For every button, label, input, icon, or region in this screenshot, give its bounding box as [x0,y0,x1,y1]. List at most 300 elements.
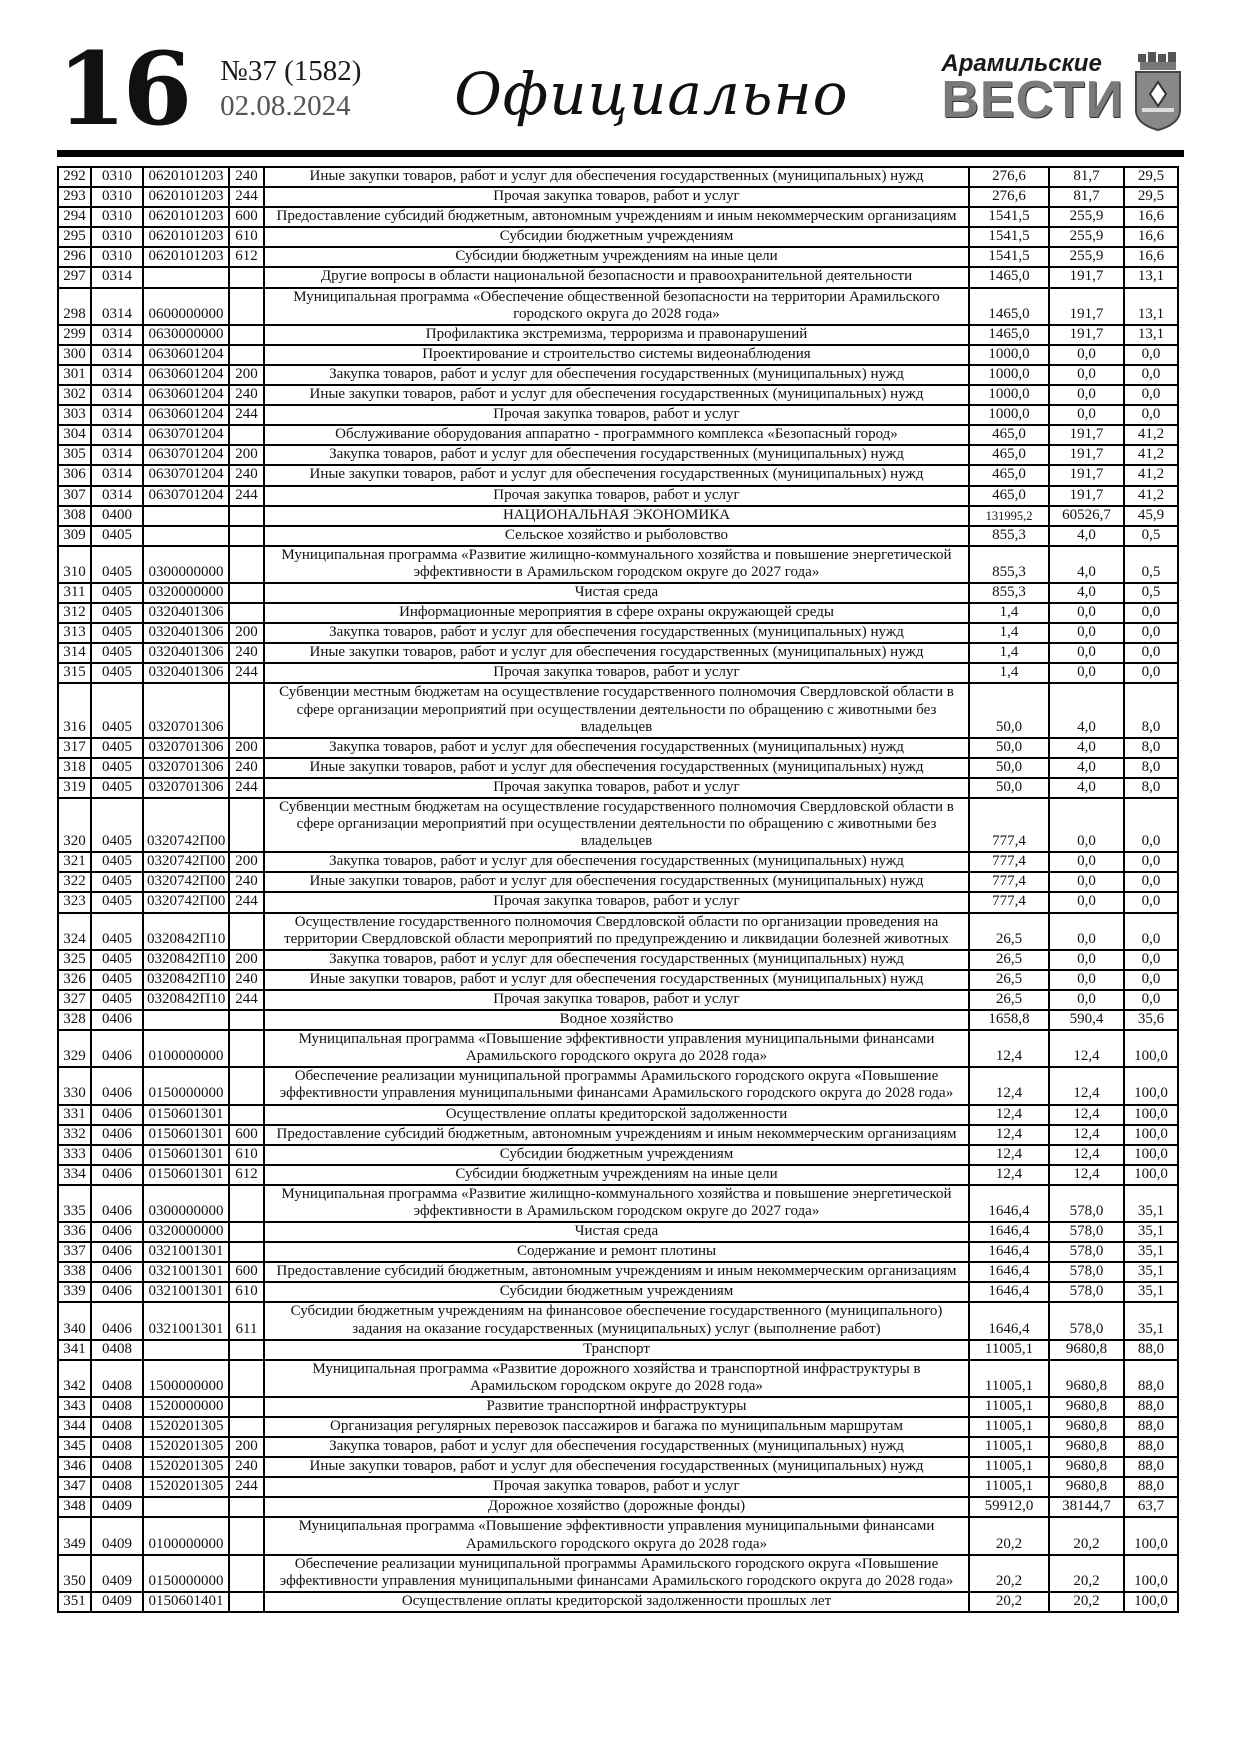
cell-plan-amount: 26,5 [969,913,1049,950]
cell-expense-type-code: 611 [229,1302,264,1339]
cell-row-number: 315 [58,663,91,683]
cell-target-article-code: 0620101203 [143,247,229,267]
cell-target-article-code: 0321001301 [143,1262,229,1282]
cell-expense-type-code: 240 [229,465,264,485]
cell-plan-amount: 1465,0 [969,288,1049,325]
cell-target-article-code: 0320401306 [143,623,229,643]
cell-target-article-code: 0320701306 [143,738,229,758]
cell-expense-type-code: 610 [229,1282,264,1302]
cell-executed-amount: 191,7 [1049,445,1124,465]
cell-row-number: 331 [58,1105,91,1125]
cell-target-article-code: 0630601204 [143,365,229,385]
cell-section-code: 0406 [91,1010,143,1030]
cell-section-code: 0314 [91,465,143,485]
cell-expense-type-code: 612 [229,1165,264,1185]
cell-row-number: 310 [58,546,91,583]
cell-target-article-code: 0630601204 [143,405,229,425]
cell-target-article-code: 0630701204 [143,486,229,506]
cell-section-code: 0405 [91,872,143,892]
cell-percent: 41,2 [1124,465,1178,485]
cell-executed-amount: 255,9 [1049,207,1124,227]
table-row [58,546,1178,583]
cell-row-number: 293 [58,187,91,207]
cell-plan-amount: 1000,0 [969,345,1049,365]
newspaper-logo [941,48,1184,137]
cell-plan-amount: 12,4 [969,1067,1049,1104]
cell-target-article-code: 0630000000 [143,325,229,345]
cell-row-number: 332 [58,1125,91,1145]
cell-target-article-code: 0620101203 [143,207,229,227]
cell-section-code: 0405 [91,852,143,872]
cell-plan-amount: 20,2 [969,1592,1049,1612]
cell-row-number: 319 [58,778,91,798]
cell-section-code: 0310 [91,187,143,207]
cell-percent: 13,1 [1124,267,1178,287]
cell-row-number: 305 [58,445,91,465]
header-divider [57,150,1184,157]
cell-section-code: 0314 [91,425,143,445]
cell-row-number: 327 [58,990,91,1010]
cell-section-code: 0314 [91,405,143,425]
table-row [58,1555,1178,1592]
cell-target-article-code: 0321001301 [143,1282,229,1302]
table-row [58,325,1178,345]
cell-target-article-code: 1520000000 [143,1397,229,1417]
cell-row-number: 318 [58,758,91,778]
cell-name: Иные закупки товаров, работ и услуг для обеспечения государственных (муниципальных) нужд [264,385,969,405]
cell-name: Прочая закупка товаров, работ и услуг [264,663,969,683]
cell-percent: 88,0 [1124,1360,1178,1397]
cell-expense-type-code [229,1067,264,1104]
cell-plan-amount: 12,4 [969,1030,1049,1067]
cell-name: Прочая закупка товаров, работ и услуг [264,405,969,425]
cell-percent: 0,0 [1124,798,1178,852]
cell-row-number: 342 [58,1360,91,1397]
cell-name: Закупка товаров, работ и услуг для обеспечения государственных (муниципальных) нужд [264,365,969,385]
cell-row-number: 300 [58,345,91,365]
cell-percent: 35,1 [1124,1242,1178,1262]
cell-target-article-code [143,1340,229,1360]
cell-plan-amount: 1465,0 [969,325,1049,345]
cell-percent: 29,5 [1124,187,1178,207]
cell-plan-amount: 777,4 [969,872,1049,892]
cell-percent: 88,0 [1124,1397,1178,1417]
cell-name: Субвенции местным бюджетам на осуществление государственного полномочия Свердловской области в сфере организации мероприятий при осуществлении деятельности по обращению с животными без владельцев [264,683,969,737]
table-row [58,526,1178,546]
cell-expense-type-code [229,1417,264,1437]
cell-percent: 100,0 [1124,1030,1178,1067]
cell-name: Профилактика экстремизма, терроризма и правонарушений [264,325,969,345]
cell-target-article-code: 0320401306 [143,663,229,683]
cell-plan-amount: 11005,1 [969,1477,1049,1497]
cell-row-number: 344 [58,1417,91,1437]
table-row [58,1437,1178,1457]
cell-row-number: 336 [58,1222,91,1242]
cell-target-article-code: 0321001301 [143,1302,229,1339]
table-row [58,1497,1178,1517]
cell-plan-amount: 465,0 [969,445,1049,465]
cell-section-code: 0408 [91,1437,143,1457]
cell-section-code: 0409 [91,1592,143,1612]
cell-executed-amount: 578,0 [1049,1185,1124,1222]
coat-of-arms-icon [1132,52,1184,137]
cell-name: Субсидии бюджетным учреждениям на иные цели [264,247,969,267]
cell-plan-amount: 50,0 [969,683,1049,737]
cell-expense-type-code [229,798,264,852]
cell-executed-amount: 81,7 [1049,187,1124,207]
cell-executed-amount: 12,4 [1049,1030,1124,1067]
cell-percent: 16,6 [1124,247,1178,267]
cell-row-number: 338 [58,1262,91,1282]
cell-row-number: 298 [58,288,91,325]
cell-expense-type-code: 244 [229,990,264,1010]
page-header [57,0,1184,148]
table-row [58,583,1178,603]
cell-row-number: 333 [58,1145,91,1165]
cell-row-number: 323 [58,892,91,912]
cell-row-number: 324 [58,913,91,950]
cell-section-code: 0408 [91,1360,143,1397]
cell-expense-type-code [229,506,264,526]
table-row [58,798,1178,852]
cell-section-code: 0406 [91,1302,143,1339]
cell-executed-amount: 0,0 [1049,892,1124,912]
cell-expense-type-code [229,1592,264,1612]
cell-name: Другие вопросы в области национальной безопасности и правоохранительной деятельности [264,267,969,287]
cell-section-code: 0405 [91,623,143,643]
cell-name: Иные закупки товаров, работ и услуг для обеспечения государственных (муниципальных) нужд [264,872,969,892]
cell-expense-type-code: 244 [229,486,264,506]
cell-section-code: 0406 [91,1282,143,1302]
cell-row-number: 309 [58,526,91,546]
cell-name: НАЦИОНАЛЬНАЯ ЭКОНОМИКА [264,506,969,526]
cell-plan-amount: 12,4 [969,1105,1049,1125]
cell-target-article-code: 0320701306 [143,683,229,737]
cell-row-number: 351 [58,1592,91,1612]
cell-plan-amount: 1646,4 [969,1222,1049,1242]
cell-executed-amount: 590,4 [1049,1010,1124,1030]
table-row [58,187,1178,207]
cell-section-code: 0405 [91,758,143,778]
cell-executed-amount: 4,0 [1049,683,1124,737]
cell-executed-amount: 0,0 [1049,663,1124,683]
budget-table [57,166,1179,1613]
cell-executed-amount: 4,0 [1049,778,1124,798]
cell-target-article-code: 1500000000 [143,1360,229,1397]
cell-target-article-code: 0321001301 [143,1242,229,1262]
cell-section-code: 0408 [91,1340,143,1360]
cell-target-article-code [143,526,229,546]
cell-section-code: 0314 [91,267,143,287]
cell-expense-type-code [229,1340,264,1360]
page-number: 16 [57,30,189,148]
cell-expense-type-code [229,1010,264,1030]
cell-executed-amount: 191,7 [1049,486,1124,506]
cell-target-article-code [143,506,229,526]
cell-percent: 100,0 [1124,1145,1178,1165]
cell-target-article-code: 1520201305 [143,1477,229,1497]
cell-section-code: 0310 [91,247,143,267]
cell-section-code: 0314 [91,486,143,506]
cell-percent: 0,5 [1124,583,1178,603]
cell-plan-amount: 50,0 [969,758,1049,778]
cell-name: Обеспечение реализации муниципальной программы Арамильского городского округа «Повышение эффективности управления муниципальными финансами Арамильского городского округа до 2028 года» [264,1067,969,1104]
cell-name: Иные закупки товаров, работ и услуг для обеспечения государственных (муниципальных) нужд [264,1457,969,1477]
cell-name: Закупка товаров, работ и услуг для обеспечения государственных (муниципальных) нужд [264,738,969,758]
cell-name: Иные закупки товаров, работ и услуг для обеспечения государственных (муниципальных) нужд [264,758,969,778]
table-row [58,1302,1178,1339]
cell-section-code: 0405 [91,583,143,603]
table-row [58,758,1178,778]
cell-section-code: 0405 [91,990,143,1010]
cell-expense-type-code [229,425,264,445]
table-row [58,738,1178,758]
cell-row-number: 312 [58,603,91,623]
table-row [58,227,1178,247]
cell-target-article-code: 0320742П00 [143,852,229,872]
cell-name: Предоставление субсидий бюджетным, автономным учреждениям и иным некоммерческим организациям [264,207,969,227]
cell-row-number: 334 [58,1165,91,1185]
cell-plan-amount: 26,5 [969,950,1049,970]
cell-executed-amount: 0,0 [1049,970,1124,990]
cell-row-number: 350 [58,1555,91,1592]
cell-percent: 41,2 [1124,445,1178,465]
cell-executed-amount: 191,7 [1049,465,1124,485]
cell-expense-type-code [229,683,264,737]
cell-name: Предоставление субсидий бюджетным, автономным учреждениям и иным некоммерческим организациям [264,1125,969,1145]
table-row [58,778,1178,798]
cell-plan-amount: 1541,5 [969,227,1049,247]
table-row [58,207,1178,227]
cell-plan-amount: 1,4 [969,663,1049,683]
cell-percent: 88,0 [1124,1457,1178,1477]
cell-plan-amount: 12,4 [969,1165,1049,1185]
cell-percent: 13,1 [1124,288,1178,325]
cell-plan-amount: 1465,0 [969,267,1049,287]
table-row [58,1165,1178,1185]
cell-name: Содержание и ремонт плотины [264,1242,969,1262]
cell-target-article-code: 0630701204 [143,425,229,445]
cell-row-number: 313 [58,623,91,643]
table-row [58,506,1178,526]
cell-plan-amount: 276,6 [969,167,1049,187]
cell-section-code: 0406 [91,1145,143,1165]
cell-row-number: 346 [58,1457,91,1477]
cell-percent: 35,1 [1124,1222,1178,1242]
cell-percent: 41,2 [1124,425,1178,445]
cell-name: Осуществление оплаты кредиторской задолженности [264,1105,969,1125]
cell-target-article-code: 0320842П10 [143,950,229,970]
table-row [58,425,1178,445]
cell-name: Иные закупки товаров, работ и услуг для обеспечения государственных (муниципальных) нужд [264,167,969,187]
cell-executed-amount: 4,0 [1049,526,1124,546]
cell-percent: 100,0 [1124,1517,1178,1554]
cell-expense-type-code [229,288,264,325]
cell-executed-amount: 12,4 [1049,1145,1124,1165]
cell-section-code: 0405 [91,526,143,546]
cell-target-article-code: 0620101203 [143,167,229,187]
cell-expense-type-code: 600 [229,1262,264,1282]
issue-number: №37 (1582) [220,55,362,87]
cell-plan-amount: 1,4 [969,603,1049,623]
cell-expense-type-code: 200 [229,445,264,465]
cell-plan-amount: 855,3 [969,526,1049,546]
cell-percent: 0,0 [1124,643,1178,663]
cell-expense-type-code [229,1397,264,1417]
cell-section-code: 0314 [91,288,143,325]
cell-section-code: 0405 [91,546,143,583]
cell-row-number: 348 [58,1497,91,1517]
cell-percent: 0,0 [1124,950,1178,970]
cell-percent: 0,0 [1124,603,1178,623]
table-row [58,913,1178,950]
cell-executed-amount: 4,0 [1049,583,1124,603]
cell-expense-type-code: 600 [229,207,264,227]
cell-expense-type-code: 240 [229,872,264,892]
cell-executed-amount: 0,0 [1049,643,1124,663]
logo-top-text: Арамильские [941,50,1102,77]
cell-plan-amount: 1541,5 [969,247,1049,267]
cell-executed-amount: 0,0 [1049,990,1124,1010]
table-row [58,872,1178,892]
cell-name: Чистая среда [264,583,969,603]
cell-plan-amount: 1000,0 [969,385,1049,405]
cell-row-number: 317 [58,738,91,758]
cell-section-code: 0408 [91,1477,143,1497]
cell-section-code: 0314 [91,365,143,385]
cell-executed-amount: 9680,8 [1049,1360,1124,1397]
cell-section-code: 0406 [91,1222,143,1242]
cell-expense-type-code: 244 [229,187,264,207]
cell-percent: 0,0 [1124,345,1178,365]
cell-target-article-code: 0620101203 [143,187,229,207]
cell-plan-amount: 1646,4 [969,1262,1049,1282]
cell-executed-amount: 0,0 [1049,385,1124,405]
cell-percent: 8,0 [1124,683,1178,737]
table-row [58,365,1178,385]
cell-name: Закупка товаров, работ и услуг для обеспечения государственных (муниципальных) нужд [264,950,969,970]
cell-section-code: 0405 [91,913,143,950]
cell-percent: 0,0 [1124,970,1178,990]
table-row [58,892,1178,912]
cell-row-number: 307 [58,486,91,506]
cell-name: Муниципальная программа «Развитие жилищно-коммунального хозяйства и повышение энергетической эффективности в Арамильском городском округе до 2027 года» [264,1185,969,1222]
cell-row-number: 341 [58,1340,91,1360]
cell-expense-type-code: 244 [229,405,264,425]
table-row [58,950,1178,970]
cell-name: Осуществление оплаты кредиторской задолженности прошлых лет [264,1592,969,1612]
cell-plan-amount: 1000,0 [969,405,1049,425]
cell-expense-type-code [229,1360,264,1397]
cell-expense-type-code [229,1517,264,1554]
cell-section-code: 0405 [91,738,143,758]
cell-name: Закупка товаров, работ и услуг для обеспечения государственных (муниципальных) нужд [264,852,969,872]
table-row [58,1360,1178,1397]
cell-expense-type-code [229,345,264,365]
cell-executed-amount: 0,0 [1049,623,1124,643]
cell-percent: 100,0 [1124,1125,1178,1145]
cell-name: Закупка товаров, работ и услуг для обеспечения государственных (муниципальных) нужд [264,623,969,643]
issue-date: 02.08.2024 [220,89,351,122]
cell-name: Прочая закупка товаров, работ и услуг [264,778,969,798]
cell-name: Субвенции местным бюджетам на осуществление государственного полномочия Свердловской области в сфере организации мероприятий при осуществлении деятельности по обращению с животными без владельцев [264,798,969,852]
table-row [58,1185,1178,1222]
cell-section-code: 0406 [91,1262,143,1282]
cell-row-number: 343 [58,1397,91,1417]
cell-row-number: 325 [58,950,91,970]
table-row [58,852,1178,872]
cell-percent: 0,0 [1124,872,1178,892]
cell-plan-amount: 276,6 [969,187,1049,207]
cell-executed-amount: 0,0 [1049,913,1124,950]
cell-target-article-code: 0630601204 [143,345,229,365]
cell-name: Чистая среда [264,1222,969,1242]
cell-plan-amount: 12,4 [969,1145,1049,1165]
cell-executed-amount: 9680,8 [1049,1397,1124,1417]
cell-executed-amount: 60526,7 [1049,506,1124,526]
cell-executed-amount: 9680,8 [1049,1477,1124,1497]
cell-percent: 100,0 [1124,1555,1178,1592]
cell-percent: 88,0 [1124,1417,1178,1437]
cell-row-number: 330 [58,1067,91,1104]
cell-target-article-code: 0320701306 [143,778,229,798]
table-row [58,247,1178,267]
cell-section-code: 0314 [91,325,143,345]
cell-name: Прочая закупка товаров, работ и услуг [264,892,969,912]
cell-executed-amount: 0,0 [1049,798,1124,852]
cell-target-article-code: 0300000000 [143,546,229,583]
cell-target-article-code: 0320742П00 [143,892,229,912]
cell-row-number: 302 [58,385,91,405]
cell-target-article-code: 0320000000 [143,583,229,603]
logo-bottom-text: ВЕСТИ [941,71,1124,129]
cell-row-number: 345 [58,1437,91,1457]
cell-name: Проектирование и строительство системы видеонаблюдения [264,345,969,365]
cell-expense-type-code [229,546,264,583]
table-row [58,486,1178,506]
cell-target-article-code: 0150601301 [143,1125,229,1145]
cell-section-code: 0405 [91,950,143,970]
cell-plan-amount: 777,4 [969,798,1049,852]
cell-name: Прочая закупка товаров, работ и услуг [264,1477,969,1497]
cell-name: Прочая закупка товаров, работ и услуг [264,486,969,506]
table-row [58,1517,1178,1554]
cell-name: Осуществление государственного полномочия Свердловской области по организации проведения на территории Свердловской области мероприятий по предупреждению и ликвидации болезней животных [264,913,969,950]
table-row [58,345,1178,365]
cell-target-article-code: 0320842П10 [143,990,229,1010]
cell-row-number: 328 [58,1010,91,1030]
cell-expense-type-code: 240 [229,385,264,405]
cell-name: Иные закупки товаров, работ и услуг для обеспечения государственных (муниципальных) нужд [264,643,969,663]
cell-executed-amount: 191,7 [1049,267,1124,287]
cell-row-number: 314 [58,643,91,663]
cell-target-article-code [143,267,229,287]
cell-name: Обслуживание оборудования аппаратно - программного комплекса «Безопасный город» [264,425,969,445]
cell-row-number: 329 [58,1030,91,1067]
cell-section-code: 0405 [91,798,143,852]
cell-target-article-code: 0320842П10 [143,913,229,950]
cell-row-number: 292 [58,167,91,187]
cell-executed-amount: 4,0 [1049,546,1124,583]
cell-executed-amount: 0,0 [1049,603,1124,623]
cell-section-code: 0400 [91,506,143,526]
table-row [58,1067,1178,1104]
cell-executed-amount: 191,7 [1049,288,1124,325]
cell-expense-type-code: 200 [229,623,264,643]
cell-executed-amount: 12,4 [1049,1125,1124,1145]
cell-target-article-code: 0320742П00 [143,872,229,892]
cell-target-article-code: 0320401306 [143,643,229,663]
